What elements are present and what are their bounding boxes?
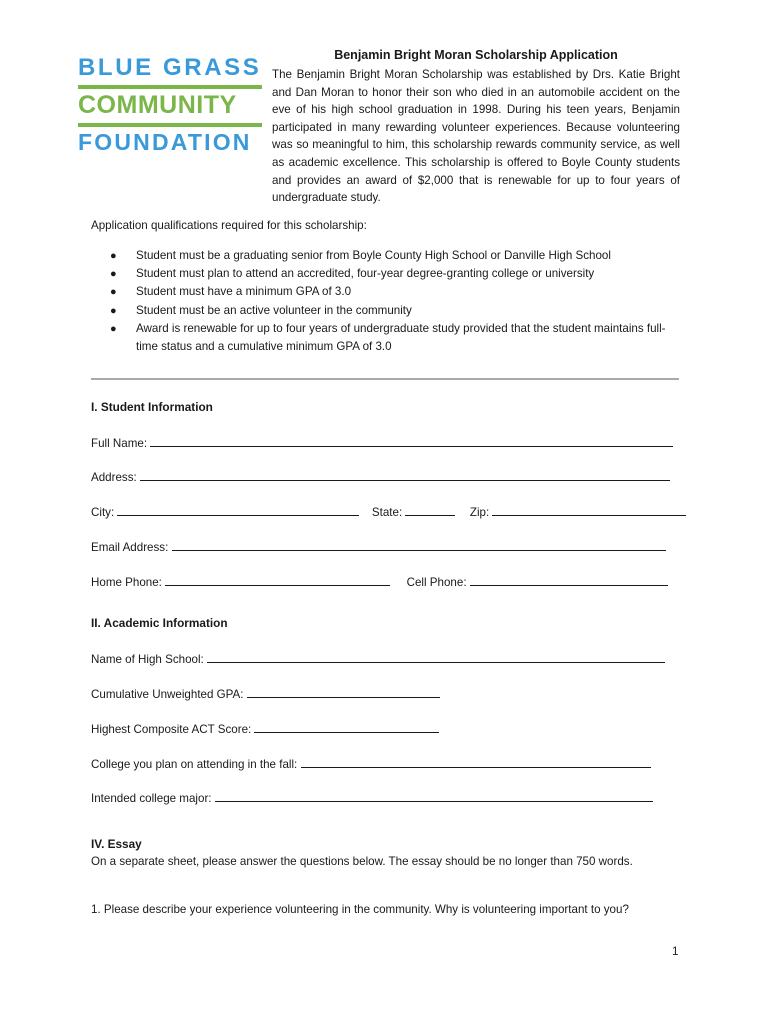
page-number: 1 [672, 945, 679, 958]
section-divider [91, 378, 679, 380]
act-score-label: Highest Composite ACT Score: [91, 723, 252, 736]
student-information-heading: I. Student Information [91, 400, 213, 414]
bullet-icon: ● [110, 268, 117, 281]
list-item: ● Award is renewable for up to four years of undergraduate study provided that the student maintains full-time status and a cumulative minimum GPA of 3.0 [110, 321, 666, 354]
list-item: ● Student must be an active volunteer in the community [110, 302, 680, 320]
email-label: Email Address: [91, 541, 169, 554]
bullet-icon: ● [110, 322, 117, 335]
logo-divider-top [78, 85, 262, 89]
bullet-icon: ● [110, 304, 117, 317]
essay-heading: IV. Essay [91, 837, 142, 851]
logo-divider-bottom [78, 123, 262, 127]
qualifications-heading: Application qualifications required for this scholarship: [91, 219, 367, 232]
zip-label: Zip: [469, 506, 490, 519]
page-title: Benjamin Bright Moran Scholarship Application [334, 48, 618, 62]
address-input[interactable] [140, 469, 670, 481]
address-label: Address: [91, 471, 137, 484]
qualifications-list [110, 247, 680, 356]
state-input[interactable] [405, 504, 455, 516]
academic-information-heading: II. Academic Information [91, 616, 228, 630]
list-item: ● Student must plan to attend an accredited, four-year degree-granting college or university [110, 265, 680, 283]
gpa-label: Cumulative Unweighted GPA: [91, 688, 244, 701]
city-label: City: [91, 506, 115, 519]
high-school-field [91, 651, 665, 666]
city-state-zip-row [91, 504, 686, 519]
email-field [91, 539, 666, 554]
full-name-label: Full Name: [91, 437, 148, 450]
high-school-input[interactable] [207, 651, 665, 663]
full-name-input[interactable] [150, 435, 673, 447]
home-phone-label: Home Phone: [91, 576, 162, 589]
cell-phone-label: Cell Phone: [406, 576, 467, 589]
major-field [91, 790, 653, 805]
gpa-field [91, 686, 440, 701]
full-name-field [91, 435, 673, 450]
major-input[interactable] [215, 790, 653, 802]
logo-line-blue-grass: BLUE GRASS [78, 54, 262, 81]
gpa-input[interactable] [247, 686, 440, 698]
blue-grass-community-foundation-logo [78, 56, 262, 154]
major-label: Intended college major: [91, 792, 212, 805]
essay-question-1: 1. Please describe your experience volunteering in the community. Why is volunteering important to you? [91, 903, 629, 916]
city-input[interactable] [117, 504, 359, 516]
cell-phone-input[interactable] [470, 574, 668, 586]
list-item: ● Student must be a graduating senior from Boyle County High School or Danville High School [110, 247, 680, 265]
high-school-label: Name of High School: [91, 653, 204, 666]
bullet-icon: ● [110, 250, 117, 262]
address-field [91, 469, 670, 484]
list-item: ● Student must have a minimum GPA of 3.0 [110, 283, 680, 301]
email-input[interactable] [172, 539, 666, 551]
bullet-icon: ● [110, 286, 117, 299]
zip-input[interactable] [492, 504, 686, 516]
intro-paragraph: The Benjamin Bright Moran Scholarship was established by Drs. Katie Bright and Dan Moran to honor their son who died in an automobile accident on the eve of his high school graduation in 1998. During his teen years, Benjamin participated in many rewarding volunteer experiences. Because volunteering was so meaningful to him, this scholarship rewards community service, as well as academic excellence. This scholarship is offered to Boyle County students and provides an award of $2,000 that is renewable for up to four years of undergraduate study. [272, 68, 680, 205]
act-score-field [91, 721, 439, 736]
act-score-input[interactable] [254, 721, 439, 733]
home-phone-input[interactable] [165, 574, 390, 586]
college-label: College you plan on attending in the fall: [91, 758, 298, 771]
logo-line-community: COMMUNITY [78, 91, 237, 119]
phone-row [91, 574, 668, 589]
essay-instructions: On a separate sheet, please answer the questions below. The essay should be no longer than 750 words. [91, 855, 633, 868]
college-field [91, 756, 651, 771]
logo-line-foundation: FOUNDATION [78, 129, 252, 155]
state-label: State: [371, 506, 403, 519]
college-input[interactable] [301, 756, 651, 768]
